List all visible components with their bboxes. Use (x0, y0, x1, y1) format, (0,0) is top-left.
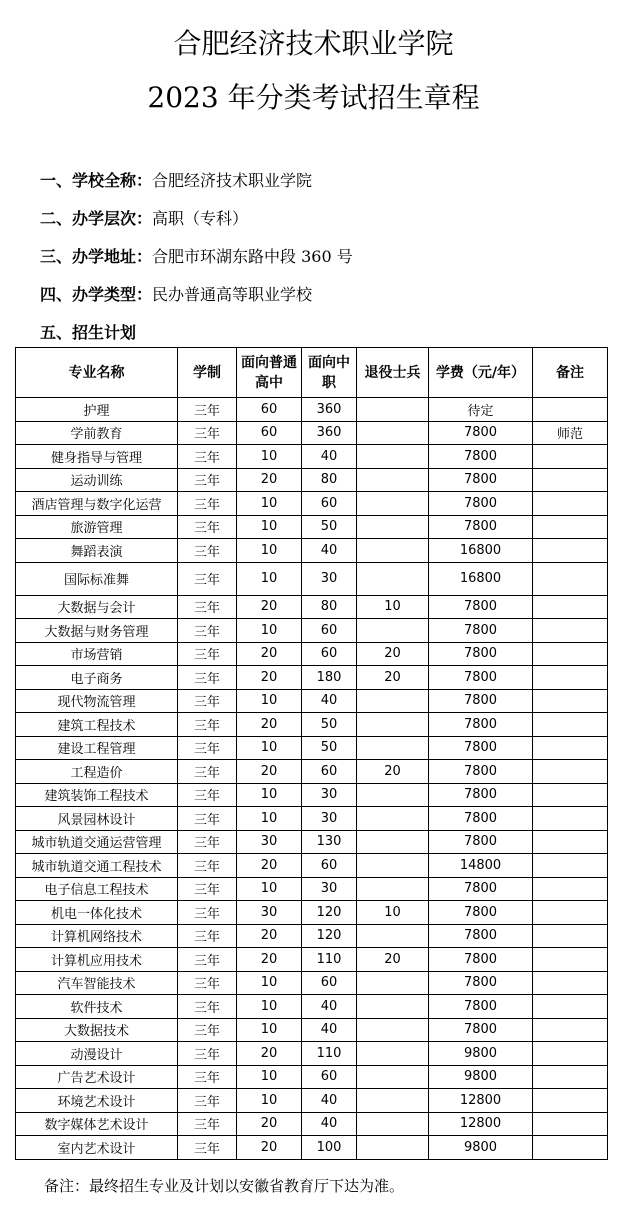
table-row (16, 1089, 608, 1113)
note-cell (533, 492, 608, 516)
info-label: 一、学校全称： (40, 171, 153, 190)
table-row (16, 854, 608, 878)
veterans-quota-cell: 10 (357, 595, 429, 619)
table-header-row (16, 348, 608, 398)
high-school-quota-cell: 20 (237, 595, 302, 619)
info-school-name (40, 171, 312, 191)
footnote: 备注：最终招生专业及计划以安徽省教育厅下达为准。 (44, 1177, 405, 1195)
duration-cell: 三年 (178, 948, 237, 972)
high-school-quota-cell: 20 (237, 760, 302, 784)
veterans-quota-cell (357, 515, 429, 539)
note-cell (533, 995, 608, 1019)
tuition-cell: 7800 (429, 830, 533, 854)
veterans-quota-cell: 20 (357, 760, 429, 784)
duration-cell: 三年 (178, 807, 237, 831)
high-school-quota-cell: 30 (237, 830, 302, 854)
tuition-cell: 7800 (429, 901, 533, 925)
table-row (16, 713, 608, 737)
high-school-quota-cell: 20 (237, 1136, 302, 1160)
vocational-quota-cell: 60 (302, 492, 357, 516)
note-cell: 师范 (533, 421, 608, 445)
vocational-quota-cell: 120 (302, 901, 357, 925)
table-row (16, 642, 608, 666)
note-cell (533, 1065, 608, 1089)
tuition-cell: 7800 (429, 807, 533, 831)
table-row (16, 971, 608, 995)
info-value: 民办普通高等职业学校 (152, 285, 313, 304)
vocational-quota-cell: 50 (302, 713, 357, 737)
tuition-cell: 7800 (429, 971, 533, 995)
major-name-cell: 计算机网络技术 (16, 924, 178, 948)
high-school-quota-cell: 60 (237, 398, 302, 422)
header-vocational: 面向中职 (302, 348, 357, 398)
vocational-quota-cell: 30 (302, 562, 357, 595)
veterans-quota-cell: 20 (357, 642, 429, 666)
table-row (16, 562, 608, 595)
note-cell (533, 666, 608, 690)
veterans-quota-cell (357, 713, 429, 737)
vocational-quota-cell: 100 (302, 1136, 357, 1160)
veterans-quota-cell (357, 1089, 429, 1113)
header-tuition: 学费（元/年） (429, 348, 533, 398)
tuition-cell: 7800 (429, 713, 533, 737)
major-name-cell: 大数据与会计 (16, 595, 178, 619)
high-school-quota-cell: 30 (237, 901, 302, 925)
major-name-cell: 运动训练 (16, 468, 178, 492)
veterans-quota-cell (357, 1042, 429, 1066)
duration-cell: 三年 (178, 736, 237, 760)
high-school-quota-cell: 10 (237, 539, 302, 563)
info-label: 三、办学地址： (40, 247, 153, 266)
major-name-cell: 软件技术 (16, 995, 178, 1019)
info-value: 高职（专科） (152, 209, 249, 228)
note-cell (533, 595, 608, 619)
high-school-quota-cell: 20 (237, 854, 302, 878)
veterans-quota-cell (357, 562, 429, 595)
vocational-quota-cell: 60 (302, 1065, 357, 1089)
table-row (16, 807, 608, 831)
table-row (16, 948, 608, 972)
veterans-quota-cell (357, 492, 429, 516)
veterans-quota-cell (357, 445, 429, 469)
vocational-quota-cell: 360 (302, 398, 357, 422)
veterans-quota-cell (357, 807, 429, 831)
vocational-quota-cell: 80 (302, 595, 357, 619)
high-school-quota-cell: 10 (237, 1089, 302, 1113)
note-cell (533, 398, 608, 422)
tuition-cell: 16800 (429, 562, 533, 595)
vocational-quota-cell: 110 (302, 948, 357, 972)
table-row (16, 1018, 608, 1042)
major-name-cell: 学前教育 (16, 421, 178, 445)
duration-cell: 三年 (178, 1112, 237, 1136)
header-note: 备注 (533, 348, 608, 398)
table-row (16, 539, 608, 563)
duration-cell: 三年 (178, 539, 237, 563)
high-school-quota-cell: 10 (237, 1065, 302, 1089)
tuition-cell: 7800 (429, 492, 533, 516)
veterans-quota-cell (357, 619, 429, 643)
major-name-cell: 环境艺术设计 (16, 1089, 178, 1113)
major-name-cell: 现代物流管理 (16, 689, 178, 713)
table-row (16, 666, 608, 690)
tuition-cell: 待定 (429, 398, 533, 422)
tuition-cell: 7800 (429, 995, 533, 1019)
header-veterans: 退役士兵 (357, 348, 429, 398)
duration-cell: 三年 (178, 783, 237, 807)
note-cell (533, 468, 608, 492)
note-cell (533, 539, 608, 563)
tuition-cell: 16800 (429, 539, 533, 563)
major-name-cell: 建筑工程技术 (16, 713, 178, 737)
table-row (16, 924, 608, 948)
header-high-school: 面向普通高中 (237, 348, 302, 398)
high-school-quota-cell: 20 (237, 1112, 302, 1136)
tuition-cell: 7800 (429, 619, 533, 643)
note-cell (533, 948, 608, 972)
info-label: 二、办学层次： (40, 209, 153, 228)
high-school-quota-cell: 20 (237, 713, 302, 737)
vocational-quota-cell: 40 (302, 539, 357, 563)
high-school-quota-cell: 60 (237, 421, 302, 445)
major-name-cell: 电子信息工程技术 (16, 877, 178, 901)
table-row (16, 1065, 608, 1089)
table-row (16, 445, 608, 469)
note-cell (533, 877, 608, 901)
tuition-cell: 7800 (429, 445, 533, 469)
veterans-quota-cell (357, 995, 429, 1019)
vocational-quota-cell: 40 (302, 1089, 357, 1113)
veterans-quota-cell: 20 (357, 666, 429, 690)
vocational-quota-cell: 30 (302, 783, 357, 807)
major-name-cell: 动漫设计 (16, 1042, 178, 1066)
note-cell (533, 445, 608, 469)
veterans-quota-cell (357, 421, 429, 445)
note-cell (533, 619, 608, 643)
major-name-cell: 汽车智能技术 (16, 971, 178, 995)
major-name-cell: 数字媒体艺术设计 (16, 1112, 178, 1136)
info-value: 合肥市环湖东路中段 360 号 (152, 247, 353, 266)
vocational-quota-cell: 30 (302, 807, 357, 831)
table-row (16, 901, 608, 925)
duration-cell: 三年 (178, 689, 237, 713)
vocational-quota-cell: 50 (302, 736, 357, 760)
major-name-cell: 广告艺术设计 (16, 1065, 178, 1089)
veterans-quota-cell (357, 398, 429, 422)
table-row (16, 877, 608, 901)
note-cell (533, 924, 608, 948)
major-name-cell: 城市轨道交通运营管理 (16, 830, 178, 854)
major-name-cell: 建筑装饰工程技术 (16, 783, 178, 807)
note-cell (533, 830, 608, 854)
duration-cell: 三年 (178, 468, 237, 492)
high-school-quota-cell: 20 (237, 948, 302, 972)
major-name-cell: 工程造价 (16, 760, 178, 784)
veterans-quota-cell (357, 1065, 429, 1089)
duration-cell: 三年 (178, 1018, 237, 1042)
note-cell (533, 713, 608, 737)
vocational-quota-cell: 60 (302, 971, 357, 995)
duration-cell: 三年 (178, 642, 237, 666)
major-name-cell: 城市轨道交通工程技术 (16, 854, 178, 878)
vocational-quota-cell: 60 (302, 619, 357, 643)
tuition-cell: 9800 (429, 1042, 533, 1066)
duration-cell: 三年 (178, 595, 237, 619)
duration-cell: 三年 (178, 1065, 237, 1089)
vocational-quota-cell: 110 (302, 1042, 357, 1066)
high-school-quota-cell: 20 (237, 924, 302, 948)
vocational-quota-cell: 60 (302, 760, 357, 784)
table-row (16, 515, 608, 539)
major-name-cell: 大数据与财务管理 (16, 619, 178, 643)
veterans-quota-cell (357, 539, 429, 563)
note-cell (533, 901, 608, 925)
duration-cell: 三年 (178, 830, 237, 854)
header-major: 专业名称 (16, 348, 178, 398)
high-school-quota-cell: 20 (237, 642, 302, 666)
tuition-cell: 7800 (429, 736, 533, 760)
vocational-quota-cell: 30 (302, 877, 357, 901)
info-level (40, 209, 248, 229)
duration-cell: 三年 (178, 924, 237, 948)
veterans-quota-cell (357, 689, 429, 713)
major-name-cell: 电子商务 (16, 666, 178, 690)
vocational-quota-cell: 40 (302, 1018, 357, 1042)
high-school-quota-cell: 10 (237, 515, 302, 539)
vocational-quota-cell: 80 (302, 468, 357, 492)
tuition-cell: 7800 (429, 877, 533, 901)
high-school-quota-cell: 10 (237, 562, 302, 595)
table-row (16, 783, 608, 807)
note-cell (533, 971, 608, 995)
duration-cell: 三年 (178, 1042, 237, 1066)
high-school-quota-cell: 10 (237, 1018, 302, 1042)
info-type (40, 285, 312, 305)
table-row (16, 736, 608, 760)
table-row (16, 689, 608, 713)
tuition-cell: 7800 (429, 783, 533, 807)
note-cell (533, 807, 608, 831)
vocational-quota-cell: 60 (302, 854, 357, 878)
major-name-cell: 机电一体化技术 (16, 901, 178, 925)
tuition-cell: 7800 (429, 924, 533, 948)
tuition-cell: 9800 (429, 1136, 533, 1160)
info-address (40, 247, 353, 267)
enrollment-plan-table (15, 347, 608, 1160)
high-school-quota-cell: 10 (237, 877, 302, 901)
tuition-cell: 12800 (429, 1112, 533, 1136)
veterans-quota-cell (357, 736, 429, 760)
vocational-quota-cell: 40 (302, 995, 357, 1019)
note-cell (533, 562, 608, 595)
table-row (16, 1112, 608, 1136)
veterans-quota-cell (357, 877, 429, 901)
high-school-quota-cell: 20 (237, 1042, 302, 1066)
table-row (16, 468, 608, 492)
duration-cell: 三年 (178, 666, 237, 690)
high-school-quota-cell: 10 (237, 783, 302, 807)
note-cell (533, 783, 608, 807)
veterans-quota-cell (357, 783, 429, 807)
tuition-cell: 7800 (429, 595, 533, 619)
duration-cell: 三年 (178, 562, 237, 595)
vocational-quota-cell: 130 (302, 830, 357, 854)
duration-cell: 三年 (178, 492, 237, 516)
table-row (16, 595, 608, 619)
major-name-cell: 舞蹈表演 (16, 539, 178, 563)
veterans-quota-cell: 10 (357, 901, 429, 925)
info-value: 合肥经济技术职业学院 (152, 171, 313, 190)
tuition-cell: 7800 (429, 666, 533, 690)
tuition-cell: 12800 (429, 1089, 533, 1113)
note-cell (533, 736, 608, 760)
major-name-cell: 护理 (16, 398, 178, 422)
note-cell (533, 1136, 608, 1160)
duration-cell: 三年 (178, 1089, 237, 1113)
tuition-cell: 7800 (429, 948, 533, 972)
duration-cell: 三年 (178, 445, 237, 469)
major-name-cell: 计算机应用技术 (16, 948, 178, 972)
table-row (16, 398, 608, 422)
veterans-quota-cell (357, 1018, 429, 1042)
note-cell (533, 1042, 608, 1066)
note-cell (533, 1089, 608, 1113)
high-school-quota-cell: 20 (237, 468, 302, 492)
note-cell (533, 1112, 608, 1136)
major-name-cell: 酒店管理与数字化运营 (16, 492, 178, 516)
major-name-cell: 大数据技术 (16, 1018, 178, 1042)
table-row (16, 492, 608, 516)
table-row (16, 619, 608, 643)
major-name-cell: 室内艺术设计 (16, 1136, 178, 1160)
veterans-quota-cell: 20 (357, 948, 429, 972)
table-row (16, 1042, 608, 1066)
duration-cell: 三年 (178, 713, 237, 737)
vocational-quota-cell: 40 (302, 445, 357, 469)
major-name-cell: 旅游管理 (16, 515, 178, 539)
veterans-quota-cell (357, 830, 429, 854)
note-cell (533, 760, 608, 784)
note-cell (533, 689, 608, 713)
info-label: 四、办学类型： (40, 285, 153, 304)
note-cell (533, 642, 608, 666)
duration-cell: 三年 (178, 1136, 237, 1160)
duration-cell: 三年 (178, 760, 237, 784)
vocational-quota-cell: 180 (302, 666, 357, 690)
tuition-cell: 7800 (429, 760, 533, 784)
veterans-quota-cell (357, 971, 429, 995)
note-cell (533, 515, 608, 539)
tuition-cell: 14800 (429, 854, 533, 878)
vocational-quota-cell: 50 (302, 515, 357, 539)
duration-cell: 三年 (178, 854, 237, 878)
table-row (16, 421, 608, 445)
high-school-quota-cell: 10 (237, 445, 302, 469)
vocational-quota-cell: 360 (302, 421, 357, 445)
duration-cell: 三年 (178, 971, 237, 995)
tuition-cell: 7800 (429, 468, 533, 492)
high-school-quota-cell: 10 (237, 689, 302, 713)
high-school-quota-cell: 20 (237, 666, 302, 690)
vocational-quota-cell: 40 (302, 1112, 357, 1136)
tuition-cell: 7800 (429, 689, 533, 713)
major-name-cell: 健身指导与管理 (16, 445, 178, 469)
table-row (16, 760, 608, 784)
veterans-quota-cell (357, 924, 429, 948)
duration-cell: 三年 (178, 619, 237, 643)
veterans-quota-cell (357, 1112, 429, 1136)
document-subtitle: 2023 年分类考试招生章程 (147, 81, 480, 114)
duration-cell: 三年 (178, 421, 237, 445)
major-name-cell: 市场营销 (16, 642, 178, 666)
high-school-quota-cell: 10 (237, 807, 302, 831)
vocational-quota-cell: 120 (302, 924, 357, 948)
major-name-cell: 国际标准舞 (16, 562, 178, 595)
note-cell (533, 1018, 608, 1042)
veterans-quota-cell (357, 854, 429, 878)
high-school-quota-cell: 10 (237, 995, 302, 1019)
major-name-cell: 风景园林设计 (16, 807, 178, 831)
note-cell (533, 854, 608, 878)
veterans-quota-cell (357, 1136, 429, 1160)
tuition-cell: 7800 (429, 421, 533, 445)
tuition-cell: 7800 (429, 1018, 533, 1042)
tuition-cell: 7800 (429, 642, 533, 666)
tuition-cell: 9800 (429, 1065, 533, 1089)
duration-cell: 三年 (178, 901, 237, 925)
table-row (16, 995, 608, 1019)
high-school-quota-cell: 10 (237, 619, 302, 643)
veterans-quota-cell (357, 468, 429, 492)
duration-cell: 三年 (178, 398, 237, 422)
plan-heading: 五、招生计划 (40, 323, 137, 342)
high-school-quota-cell: 10 (237, 492, 302, 516)
table-row (16, 830, 608, 854)
header-duration: 学制 (178, 348, 237, 398)
duration-cell: 三年 (178, 877, 237, 901)
tuition-cell: 7800 (429, 515, 533, 539)
vocational-quota-cell: 60 (302, 642, 357, 666)
duration-cell: 三年 (178, 995, 237, 1019)
table-row (16, 1136, 608, 1160)
document-title: 合肥经济技术职业学院 (173, 27, 454, 60)
high-school-quota-cell: 10 (237, 736, 302, 760)
major-name-cell: 建设工程管理 (16, 736, 178, 760)
vocational-quota-cell: 40 (302, 689, 357, 713)
high-school-quota-cell: 10 (237, 971, 302, 995)
duration-cell: 三年 (178, 515, 237, 539)
